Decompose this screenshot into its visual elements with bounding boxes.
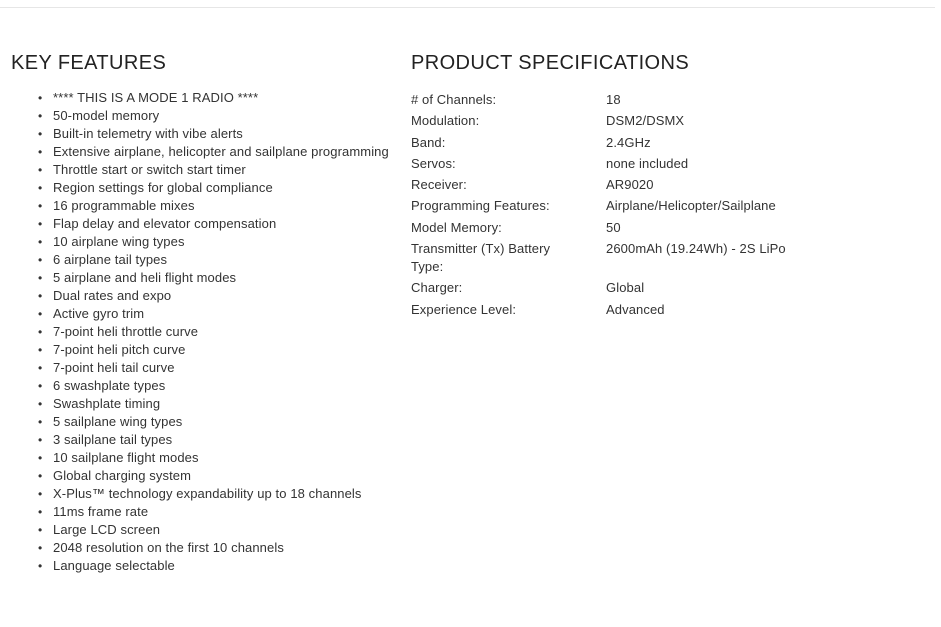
feature-item <box>11 485 391 503</box>
feature-item <box>11 269 391 287</box>
bullet-icon: • <box>38 343 43 357</box>
feature-item <box>11 431 391 449</box>
bullet-icon: • <box>38 415 43 429</box>
spec-value: 2600mAh (19.24Wh) - 2S LiPo <box>606 241 786 257</box>
feature-text: Region settings for global compliance <box>53 180 273 195</box>
spec-value: 18 <box>606 92 621 107</box>
feature-item <box>11 143 391 161</box>
feature-item <box>11 359 391 377</box>
feature-item <box>11 467 391 485</box>
spec-value: Global <box>606 280 645 296</box>
spec-value: Advanced <box>606 301 665 317</box>
bullet-icon: • <box>38 397 43 411</box>
spec-label: Model Memory: <box>411 219 502 235</box>
spec-row-receiver <box>411 176 881 194</box>
feature-item <box>11 197 391 215</box>
bullet-icon: • <box>38 271 43 285</box>
bullet-icon: • <box>38 523 43 537</box>
feature-item <box>11 539 391 557</box>
feature-item <box>11 287 391 305</box>
spec-label: Receiver: <box>411 177 467 193</box>
feature-item <box>11 125 391 143</box>
feature-text: 7-point heli tail curve <box>53 360 175 375</box>
feature-item <box>11 323 391 341</box>
feature-text: Flap delay and elevator compensation <box>53 216 277 231</box>
spec-row-channels <box>411 91 881 109</box>
spec-table <box>411 91 881 319</box>
spec-value: DSM2/DSMX <box>606 113 685 129</box>
bullet-icon: • <box>38 181 43 195</box>
feature-text: Swashplate timing <box>53 396 161 411</box>
feature-item <box>11 179 391 197</box>
bullet-icon: • <box>38 451 43 465</box>
feature-text: 3 sailplane tail types <box>53 432 173 447</box>
feature-text: 5 sailplane wing types <box>53 414 183 429</box>
bullet-icon: • <box>38 163 43 177</box>
feature-text: Extensive airplane, helicopter and sailplane programming <box>53 144 389 159</box>
feature-text: Throttle start or switch start timer <box>53 162 246 177</box>
spec-row-model-memory <box>411 219 881 237</box>
feature-text: 6 swashplate types <box>53 378 166 393</box>
feature-item <box>11 413 391 431</box>
bullet-icon: • <box>38 541 43 555</box>
bullet-icon: • <box>38 433 43 447</box>
bullet-icon: • <box>38 217 43 231</box>
feature-item <box>11 557 391 575</box>
feature-text: 50-model memory <box>53 108 160 123</box>
bullet-icon: • <box>38 307 43 321</box>
product-specifications-section <box>411 52 881 322</box>
spec-label: Modulation: <box>411 113 480 129</box>
feature-item <box>11 521 391 539</box>
spec-label: Servos: <box>411 155 456 171</box>
bullet-icon: • <box>38 253 43 267</box>
feature-text: **** THIS IS A MODE 1 RADIO **** <box>53 90 259 105</box>
feature-item <box>11 161 391 179</box>
spec-row-modulation <box>411 112 881 130</box>
spec-value: 2.4GHz <box>606 134 651 150</box>
spec-label: Charger: <box>411 280 463 296</box>
product-specifications-title: PRODUCT SPECIFICATIONS <box>411 52 690 74</box>
feature-text: Language selectable <box>53 558 175 573</box>
spec-value: AR9020 <box>606 177 654 193</box>
feature-text: X-Plus™ technology expandability up to 18 channels <box>53 486 362 501</box>
feature-item <box>11 503 391 521</box>
bullet-icon: • <box>38 289 43 303</box>
feature-text: 10 airplane wing types <box>53 234 185 249</box>
feature-text: 11ms frame rate <box>53 504 149 519</box>
bullet-icon: • <box>38 505 43 519</box>
feature-item <box>11 395 391 413</box>
feature-item <box>11 377 391 395</box>
feature-item <box>11 341 391 359</box>
spec-row-programming-features <box>411 197 881 215</box>
feature-text: 6 airplane tail types <box>53 252 168 267</box>
feature-item <box>11 233 391 251</box>
feature-text: Built-in telemetry with vibe alerts <box>53 126 243 141</box>
bullet-icon: • <box>38 145 43 159</box>
spec-label: Programming Features: <box>411 198 550 214</box>
key-features-list <box>11 89 391 575</box>
bullet-icon: • <box>38 199 43 213</box>
feature-text: 16 programmable mixes <box>53 198 195 213</box>
feature-text: 2048 resolution on the first 10 channels <box>53 540 284 555</box>
bullet-icon: • <box>38 487 43 501</box>
feature-text: Global charging system <box>53 468 192 483</box>
spec-row-tx-battery <box>411 240 881 276</box>
feature-item <box>11 107 391 125</box>
bullet-icon: • <box>38 109 43 123</box>
bullet-icon: • <box>38 127 43 141</box>
key-features-section <box>11 52 391 575</box>
spec-value: none included <box>606 155 689 171</box>
spec-row-charger <box>411 279 881 297</box>
feature-item <box>11 215 391 233</box>
bullet-icon: • <box>38 235 43 249</box>
spec-label: Band: <box>411 134 446 150</box>
feature-text: 7-point heli pitch curve <box>53 342 186 357</box>
spec-row-experience-level <box>411 301 881 319</box>
bullet-icon: • <box>38 469 43 483</box>
feature-text: Large LCD screen <box>53 522 161 537</box>
spec-value: 50 <box>606 219 621 235</box>
spec-label: # of Channels: <box>411 92 497 107</box>
spec-label: Experience Level: <box>411 301 517 317</box>
feature-text: Dual rates and expo <box>53 288 172 303</box>
bullet-icon: • <box>38 361 43 375</box>
spec-label: Transmitter (Tx) Battery Type: <box>411 241 551 275</box>
bullet-icon: • <box>38 91 43 105</box>
feature-item <box>11 251 391 269</box>
feature-item <box>11 305 391 323</box>
feature-text: Active gyro trim <box>53 306 145 321</box>
bullet-icon: • <box>38 559 43 573</box>
bullet-icon: • <box>38 325 43 339</box>
key-features-title: KEY FEATURES <box>11 52 167 74</box>
feature-item <box>11 89 391 107</box>
feature-text: 5 airplane and heli flight modes <box>53 270 237 285</box>
top-divider <box>0 7 935 8</box>
spec-value: Airplane/Helicopter/Sailplane <box>606 198 776 214</box>
spec-row-band <box>411 134 881 152</box>
feature-text: 10 sailplane flight modes <box>53 450 199 465</box>
spec-row-servos <box>411 155 881 173</box>
feature-text: 7-point heli throttle curve <box>53 324 199 339</box>
bullet-icon: • <box>38 379 43 393</box>
feature-item <box>11 449 391 467</box>
